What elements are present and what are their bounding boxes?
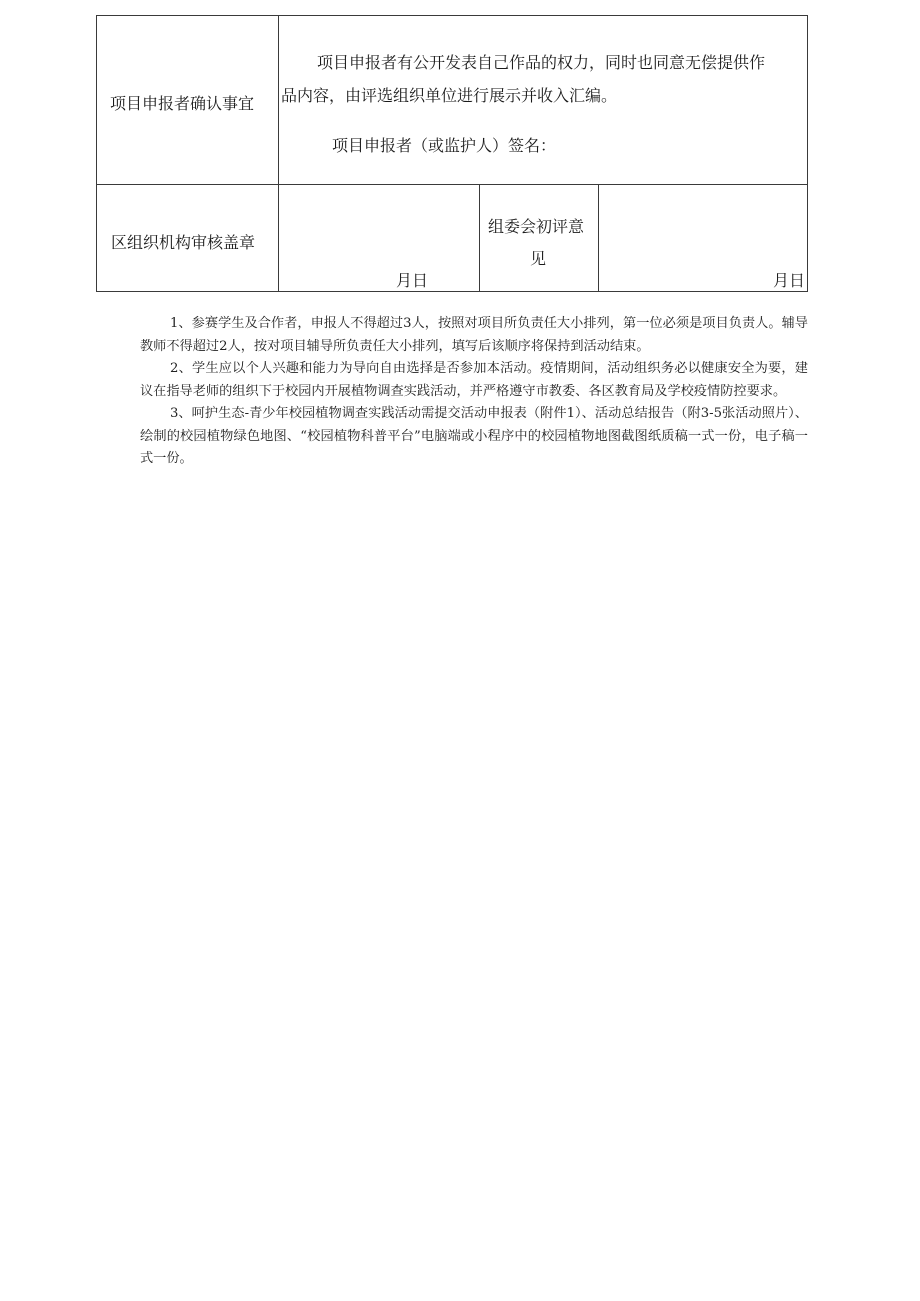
application-form-table xyxy=(96,15,808,292)
district-review-label: 区组织机构审核盖章 xyxy=(111,233,256,252)
label-column-divider xyxy=(278,16,279,291)
district-date: 月日 xyxy=(396,271,429,290)
committee-label-divider xyxy=(598,184,599,291)
note-item: 3、呵护生态-青少年校园植物调查实践活动需提交活动申报表（附件1）、活动总结报告（附3-5张活动照片）、绘制的校园植物绿色地图、“校园植物科普平台”电脑端或小程序中的校园植物地图截图纸质稿一式一份，电子稿一式一份。 xyxy=(140,406,808,466)
note-item: 2、学生应以个人兴趣和能力为导向自由选择是否参加本活动。疫情期间，活动组织务必以健康安全为要，建议在指导老师的组织下于校园内开展植物调查实践活动，并严格遵守市教委、各区教育局及学校疫情防控要求。 xyxy=(140,361,808,399)
notes-section xyxy=(140,313,808,471)
confirmation-label: 项目申报者确认事宜 xyxy=(110,94,255,113)
committee-date: 月日 xyxy=(773,271,806,290)
committee-label-line-1: 组委会初评意 xyxy=(488,217,585,236)
statement-line-1: 项目申报者有公开发表自己作品的权力，同时也同意无偿提供作 xyxy=(317,53,766,72)
row-divider xyxy=(97,184,807,185)
statement-line-2: 品内容，由评选组织单位进行展示并收入汇编。 xyxy=(281,86,618,105)
signature-label: 项目申报者（或监护人）签名： xyxy=(332,136,557,155)
district-cell-divider xyxy=(479,184,480,291)
note-item: 1、参赛学生及合作者，申报人不得超过3人，按照对项目所负责任大小排列，第一位必须是项目负责人。辅导教师不得超过2人，按对项目辅导所负责任大小排列，填写后该顺序将保持到活动结束。 xyxy=(140,316,808,354)
committee-label-line-2: 见 xyxy=(530,249,547,268)
